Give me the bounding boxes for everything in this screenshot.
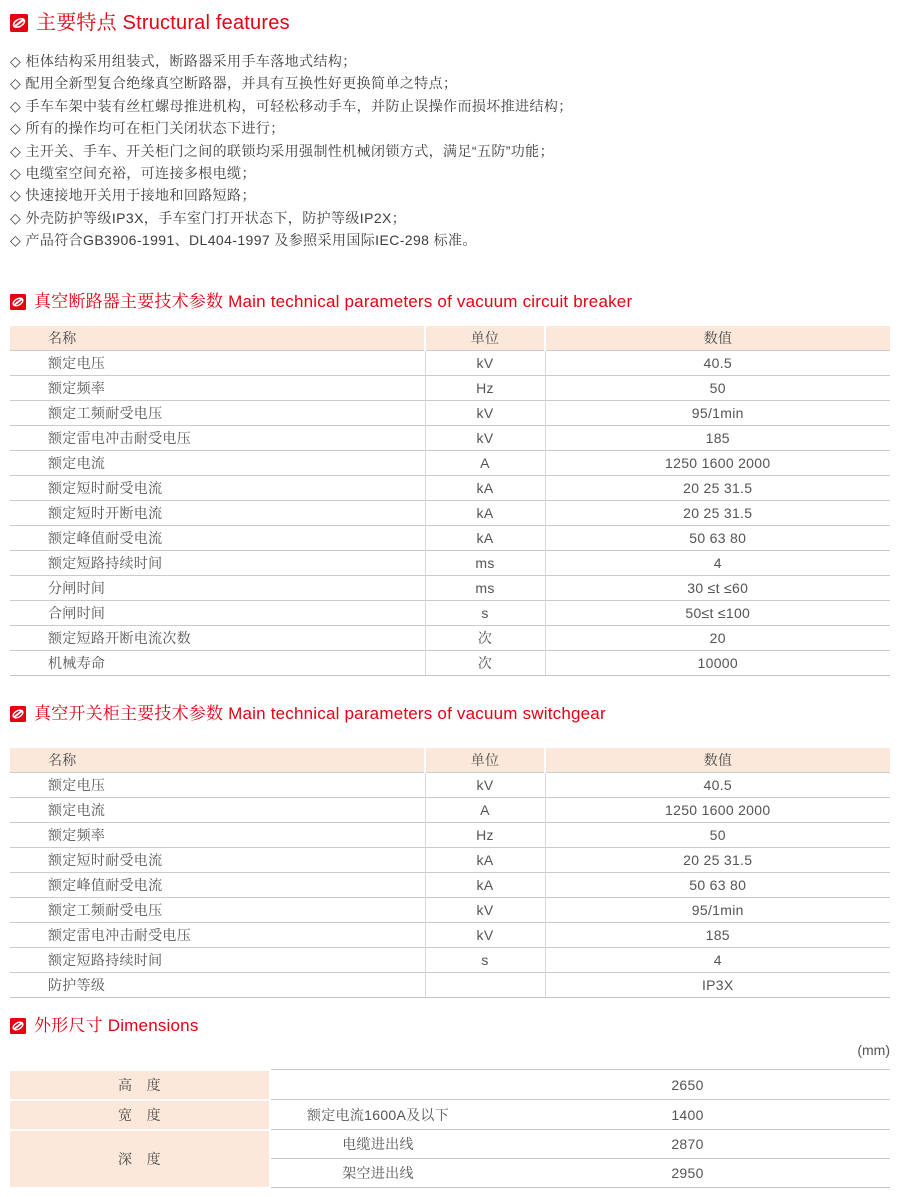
section-header-dimensions bbox=[10, 1016, 890, 1036]
table-row bbox=[10, 822, 890, 847]
table-cell: 额定雷电冲击耐受电压 bbox=[10, 922, 425, 947]
table-cell: 额定短路持续时间 bbox=[10, 947, 425, 972]
table-row bbox=[10, 575, 890, 600]
table-row bbox=[10, 972, 890, 997]
feature-item: ◇ 配用全新型复合绝缘真空断路器，并具有互换性好更换简单之特点； bbox=[10, 75, 458, 92]
table-row bbox=[10, 350, 890, 375]
table-cell: s bbox=[425, 600, 545, 625]
table-header-row bbox=[10, 326, 890, 351]
table-cell: kV bbox=[425, 425, 545, 450]
feature-item: ◇ 主开关、手车、开关柜门之间的联锁均采用强制性机械闭锁方式，满足“五防”功能； bbox=[10, 142, 554, 159]
brand-logo-icon bbox=[10, 1018, 26, 1034]
section-title: 主要特点 Structural features bbox=[36, 12, 290, 34]
brand-logo-icon bbox=[10, 706, 26, 722]
table-cell: 95/1min bbox=[545, 400, 890, 425]
table-cell: A bbox=[425, 797, 545, 822]
feature-item: ◇ 柜体结构采用组装式，断路器采用手车落地式结构； bbox=[10, 53, 357, 69]
table-cell: 额定短时开断电流 bbox=[10, 500, 425, 525]
switchgear-params-rows bbox=[10, 772, 890, 997]
table-row bbox=[10, 550, 890, 575]
column-header-value: 数值 bbox=[545, 748, 890, 773]
table-cell: 额定工频耐受电压 bbox=[10, 897, 425, 922]
table-cell: s bbox=[425, 947, 545, 972]
table-row bbox=[10, 1130, 890, 1159]
table-row bbox=[10, 797, 890, 822]
dimension-label-depth: 深 度 bbox=[10, 1130, 270, 1188]
table-cell: 次 bbox=[425, 650, 545, 675]
table-cell: 4 bbox=[545, 550, 890, 575]
dimension-value: 2950 bbox=[485, 1159, 890, 1188]
table-cell: 20 bbox=[545, 625, 890, 650]
column-header-value: 数值 bbox=[545, 326, 890, 351]
table-cell: kA bbox=[425, 847, 545, 872]
table-row bbox=[10, 475, 890, 500]
dimension-value: 1400 bbox=[485, 1100, 890, 1130]
table-cell: kV bbox=[425, 922, 545, 947]
column-header-unit: 单位 bbox=[425, 748, 545, 773]
table-cell: 1250 1600 2000 bbox=[545, 450, 890, 475]
table-cell: ms bbox=[425, 550, 545, 575]
table-cell: 额定短时耐受电流 bbox=[10, 475, 425, 500]
table-cell: 额定电压 bbox=[10, 772, 425, 797]
table-cell: 50 bbox=[545, 822, 890, 847]
column-header-name: 名称 bbox=[10, 748, 425, 773]
table-cell: kA bbox=[425, 872, 545, 897]
column-header-unit: 单位 bbox=[425, 326, 545, 351]
table-row bbox=[10, 650, 890, 675]
table-row bbox=[10, 1100, 890, 1130]
table-cell: 额定频率 bbox=[10, 822, 425, 847]
table-cell: 分闸时间 bbox=[10, 575, 425, 600]
table-cell: 20 25 31.5 bbox=[545, 475, 890, 500]
section-title: 真空开关柜主要技术参数 Main technical parameters of vacuum switchgear bbox=[34, 703, 606, 723]
table-cell: 50 bbox=[545, 375, 890, 400]
feature-list bbox=[10, 50, 890, 252]
column-header-name: 名称 bbox=[10, 326, 425, 351]
section-title: 外形尺寸 Dimensions bbox=[34, 1015, 199, 1035]
table-cell: 40.5 bbox=[545, 772, 890, 797]
table-cell: kV bbox=[425, 897, 545, 922]
table-cell: 50≤t ≤100 bbox=[545, 600, 890, 625]
feature-item: ◇ 外壳防护等级IP3X，手车室门打开状态下，防护等级IP2X； bbox=[10, 209, 407, 226]
feature-item: ◇ 所有的操作均可在柜门关闭状态下进行； bbox=[10, 120, 285, 137]
table-cell: 额定电流 bbox=[10, 450, 425, 475]
table-row bbox=[10, 600, 890, 625]
table-cell: 额定短路持续时间 bbox=[10, 550, 425, 575]
feature-item: ◇ 手车车架中装有丝杠螺母推进机构，可轻松移动手车，并防止误操作而损坏推进结构； bbox=[10, 97, 573, 114]
table-cell: 1250 1600 2000 bbox=[545, 797, 890, 822]
feature-item: ◇ 电缆室空间充裕，可连接多根电缆； bbox=[10, 164, 256, 181]
table-row bbox=[10, 450, 890, 475]
table-cell: 50 63 80 bbox=[545, 872, 890, 897]
table-cell: 额定短时耐受电流 bbox=[10, 847, 425, 872]
feature-item: ◇ 产品符合GB3906-1991、DL404-1997 及参照采用国际IEC-298 标准。 bbox=[10, 232, 477, 249]
table-cell: kA bbox=[425, 475, 545, 500]
table-cell: kV bbox=[425, 400, 545, 425]
table-row bbox=[10, 400, 890, 425]
dimension-value: 2870 bbox=[485, 1130, 890, 1159]
table-cell: 额定峰值耐受电流 bbox=[10, 872, 425, 897]
table-cell: 40.5 bbox=[545, 350, 890, 375]
feature-item: ◇ 快速接地开关用于接地和回路短路； bbox=[10, 187, 256, 204]
table-cell: kA bbox=[425, 500, 545, 525]
breaker-params-rows bbox=[10, 350, 890, 675]
table-cell: ms bbox=[425, 575, 545, 600]
table-row bbox=[10, 772, 890, 797]
dimension-desc: 电缆进出线 bbox=[270, 1130, 485, 1159]
table-cell: 20 25 31.5 bbox=[545, 847, 890, 872]
table-cell: 95/1min bbox=[545, 897, 890, 922]
table-cell: 185 bbox=[545, 922, 890, 947]
table-cell: 10000 bbox=[545, 650, 890, 675]
dimension-label-height: 高 度 bbox=[10, 1070, 270, 1100]
brand-logo-icon bbox=[10, 294, 26, 310]
table-cell: 50 63 80 bbox=[545, 525, 890, 550]
table-row bbox=[10, 425, 890, 450]
table-cell: 额定工频耐受电压 bbox=[10, 400, 425, 425]
table-cell: A bbox=[425, 450, 545, 475]
dimension-desc: 架空进出线 bbox=[270, 1159, 485, 1188]
table-row bbox=[10, 1070, 890, 1100]
switchgear-params-table bbox=[10, 748, 890, 998]
table-row bbox=[10, 847, 890, 872]
table-cell: 合闸时间 bbox=[10, 600, 425, 625]
brand-logo-icon bbox=[10, 14, 28, 32]
dimension-desc bbox=[270, 1070, 485, 1100]
table-cell: IP3X bbox=[545, 972, 890, 997]
table-cell: Hz bbox=[425, 822, 545, 847]
dimensions-table bbox=[10, 1069, 890, 1189]
table-cell: Hz bbox=[425, 375, 545, 400]
section-header-switchgear-params bbox=[10, 704, 890, 724]
table-cell: 额定电压 bbox=[10, 350, 425, 375]
breaker-params-table bbox=[10, 326, 890, 676]
table-cell: kV bbox=[425, 772, 545, 797]
table-cell: 20 25 31.5 bbox=[545, 500, 890, 525]
table-cell bbox=[425, 972, 545, 997]
table-row bbox=[10, 947, 890, 972]
table-cell: kA bbox=[425, 525, 545, 550]
table-row bbox=[10, 500, 890, 525]
table-row bbox=[10, 375, 890, 400]
table-cell: 额定频率 bbox=[10, 375, 425, 400]
table-cell: 额定雷电冲击耐受电压 bbox=[10, 425, 425, 450]
dimension-desc: 额定电流1600A及以下 bbox=[270, 1100, 485, 1130]
table-cell: 防护等级 bbox=[10, 972, 425, 997]
table-row bbox=[10, 525, 890, 550]
table-row bbox=[10, 897, 890, 922]
table-cell: 额定峰值耐受电流 bbox=[10, 525, 425, 550]
table-cell: 4 bbox=[545, 947, 890, 972]
table-cell: kV bbox=[425, 350, 545, 375]
table-cell: 额定电流 bbox=[10, 797, 425, 822]
table-row bbox=[10, 922, 890, 947]
section-header-features bbox=[10, 12, 890, 34]
table-cell: 185 bbox=[545, 425, 890, 450]
table-cell: 额定短路开断电流次数 bbox=[10, 625, 425, 650]
table-cell: 机械寿命 bbox=[10, 650, 425, 675]
section-header-breaker-params bbox=[10, 292, 890, 312]
section-title: 真空断路器主要技术参数 Main technical parameters of vacuum circuit breaker bbox=[34, 291, 633, 311]
table-header-row bbox=[10, 748, 890, 773]
dimension-label-width: 宽 度 bbox=[10, 1100, 270, 1130]
table-cell: 30 ≤t ≤60 bbox=[545, 575, 890, 600]
table-cell: 次 bbox=[425, 625, 545, 650]
table-row bbox=[10, 625, 890, 650]
table-row bbox=[10, 872, 890, 897]
dimension-value: 2650 bbox=[485, 1070, 890, 1100]
dimensions-unit-note: (mm) bbox=[857, 1041, 890, 1058]
